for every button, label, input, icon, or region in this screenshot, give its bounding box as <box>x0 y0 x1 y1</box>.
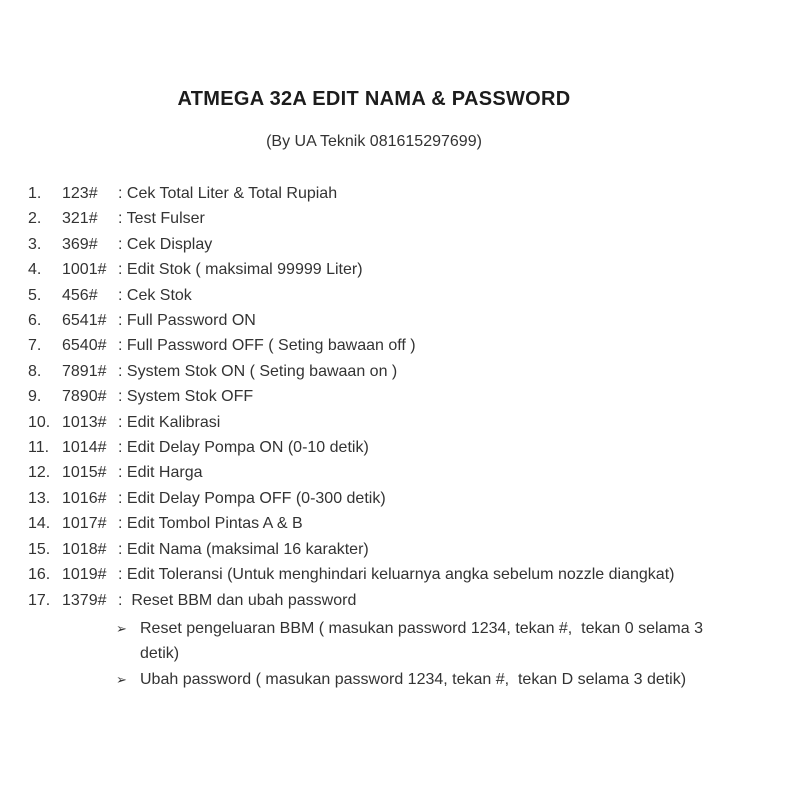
item-number: 13. <box>28 489 51 507</box>
item-number: 5. <box>28 286 42 304</box>
arrow-bullet-icon: ➢ <box>116 620 127 636</box>
item-desc: : System Stok OFF <box>118 388 254 406</box>
item-desc: : Edit Stok ( maksimal 99999 Liter) <box>118 261 363 279</box>
item-desc: : Edit Delay Pompa OFF (0-300 detik) <box>118 489 386 507</box>
list-item <box>28 562 748 587</box>
item-code: 1001# <box>62 261 107 279</box>
item-number: 11. <box>28 439 50 457</box>
item-code: 1013# <box>62 413 107 431</box>
arrow-bullet-icon: ➢ <box>116 671 127 687</box>
item-code: 369# <box>62 235 98 253</box>
item-code: 456# <box>62 286 98 304</box>
sub-bullet-list <box>0 616 748 692</box>
list-item <box>28 511 748 536</box>
item-desc: : Full Password OFF ( Seting bawaan off ) <box>118 337 416 355</box>
item-number: 14. <box>28 515 51 533</box>
item-code: 1018# <box>62 540 107 558</box>
item-desc: : Edit Delay Pompa ON (0-10 detik) <box>118 439 369 457</box>
list-item <box>28 588 748 613</box>
item-number: 6. <box>28 312 42 330</box>
list-item <box>28 537 748 562</box>
sub-bullet-text: Ubah password ( masukan password 1234, tekan #, tekan D selama 3 detik) <box>140 670 687 688</box>
list-item <box>28 384 748 409</box>
item-desc: : Edit Kalibrasi <box>118 413 221 431</box>
list-item <box>28 283 748 308</box>
sub-bullet-item <box>116 616 748 667</box>
item-number: 2. <box>28 210 42 228</box>
list-item <box>28 257 748 282</box>
item-number: 9. <box>28 388 42 406</box>
sub-bullet-text: Reset pengeluaran BBM ( masukan password 1234, tekan #, tekan 0 selama 3 detik) <box>140 619 708 663</box>
item-desc: : Edit Toleransi (Untuk menghindari keluarnya angka sebelum nozzle diangkat) <box>118 566 675 584</box>
list-item <box>28 486 748 511</box>
item-number: 3. <box>28 235 42 253</box>
page-title: ATMEGA 32A EDIT NAMA & PASSWORD <box>177 88 571 110</box>
page-subtitle: (By UA Teknik 081615297699) <box>266 133 482 150</box>
item-number: 1. <box>28 185 42 202</box>
list-item <box>28 333 748 358</box>
item-code: 6541# <box>62 312 107 330</box>
list-item <box>28 206 748 231</box>
list-item <box>28 232 748 257</box>
item-code: 123# <box>62 185 98 202</box>
list-item <box>28 435 748 460</box>
item-code: 1016# <box>62 489 107 507</box>
item-desc: : Edit Nama (maksimal 16 karakter) <box>118 540 369 558</box>
item-number: 17. <box>28 591 51 609</box>
list-item <box>28 359 748 384</box>
item-desc: : System Stok ON ( Seting bawaan on ) <box>118 362 398 380</box>
item-code: 7890# <box>62 388 107 406</box>
list-item <box>28 410 748 435</box>
item-desc: : Reset BBM dan ubah password <box>118 591 357 609</box>
item-number: 15. <box>28 540 51 558</box>
list-item <box>28 181 748 206</box>
sub-bullet-item <box>116 667 748 692</box>
item-number: 7. <box>28 337 42 355</box>
item-code: 1014# <box>62 439 107 457</box>
list-item <box>28 308 748 333</box>
item-number: 4. <box>28 261 42 279</box>
item-number: 12. <box>28 464 51 482</box>
item-desc: : Cek Display <box>118 235 213 253</box>
list-item <box>28 460 748 485</box>
item-desc: : Cek Total Liter & Total Rupiah <box>118 185 338 202</box>
item-code: 1379# <box>62 591 107 609</box>
item-code: 1015# <box>62 464 107 482</box>
command-code-list <box>0 181 748 613</box>
item-code: 7891# <box>62 362 107 380</box>
item-desc: : Edit Tombol Pintas A & B <box>118 515 303 533</box>
item-number: 10. <box>28 413 51 431</box>
item-code: 321# <box>62 210 98 228</box>
item-code: 1017# <box>62 515 107 533</box>
item-number: 8. <box>28 362 42 380</box>
item-code: 6540# <box>62 337 107 355</box>
item-code: 1019# <box>62 566 107 584</box>
item-desc: : Test Fulser <box>118 210 205 228</box>
item-desc: : Full Password ON <box>118 312 256 330</box>
item-number: 16. <box>28 566 51 584</box>
item-desc: : Edit Harga <box>118 464 203 482</box>
item-desc: : Cek Stok <box>118 286 192 304</box>
